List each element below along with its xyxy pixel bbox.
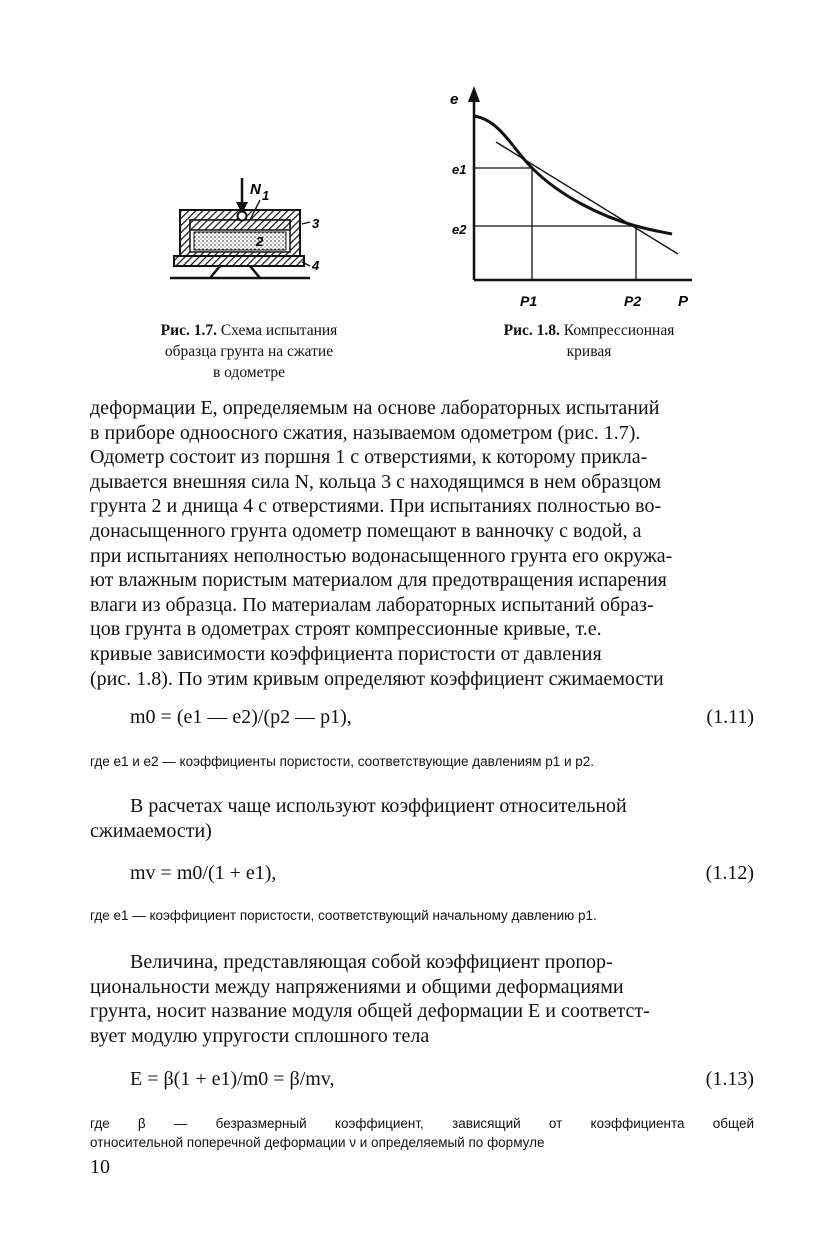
- soil-sample: [194, 232, 286, 250]
- figure-1-7-odometer-diagram: [170, 172, 330, 290]
- label-3: 3: [312, 216, 320, 231]
- text-line: кривые зависимости коэффициента пористости от давления: [90, 642, 602, 665]
- label-1: 1: [262, 188, 270, 203]
- equation-1-11: [90, 706, 754, 736]
- equation-1-13: [90, 1068, 754, 1098]
- text-line: деформации E, определяемым на основе лабораторных испытаний: [90, 397, 660, 419]
- text-line: грунта, носит название модуля общей деформации E и соответст-: [90, 1000, 650, 1023]
- text-line: сжимаемости): [90, 819, 212, 842]
- text-line: В расчетах чаще используют коэффициент относительной: [130, 795, 627, 817]
- page-number: 10: [90, 1156, 110, 1178]
- caption-prefix: Рис. 1.7.: [160, 322, 217, 339]
- tick-p2: P2: [624, 293, 642, 309]
- figure-1-7-caption: [120, 320, 378, 383]
- tick-e2: e2: [452, 222, 467, 237]
- caption-line: Схема испытания: [220, 322, 338, 339]
- caption-line: Компрессионная: [563, 322, 675, 339]
- text-line: в приборе одноосного сжатия, называемом одометром (рис. 1.7).: [90, 421, 641, 444]
- equation-1-11-note: где e1 и e2 — коэффициенты пористости, соответствующие давлениям p1 и p2.: [90, 754, 595, 769]
- secant-line: [496, 142, 678, 254]
- text-line: ют влажным пористым материалом для предотвращения испарения: [90, 569, 667, 592]
- equation-formula: m0 = (e1 — e2)/(p2 — p1),: [130, 706, 352, 728]
- text-line: вует модулю упругости сплошного тела: [90, 1024, 430, 1047]
- equation-1-12: [90, 862, 754, 892]
- caption-line: в одометре: [212, 364, 286, 381]
- caption-line: образца грунта на сжатие: [164, 343, 334, 360]
- label-force: N: [250, 181, 261, 198]
- label-2: 2: [256, 234, 264, 249]
- label-4: 4: [312, 258, 320, 273]
- equation-formula: mv = m0/(1 + e1),: [130, 862, 277, 884]
- odometer-piston: [190, 220, 290, 230]
- text-line: Величина, представляющая собой коэффициент пропор-: [130, 951, 613, 973]
- text-line: влаги из образца. По материалам лабораторных испытаний образ-: [90, 593, 654, 616]
- caption-line: кривая: [566, 343, 612, 360]
- tick-p1: P1: [520, 293, 538, 309]
- equation-formula: E = β(1 + e1)/m0 = β/mv,: [130, 1068, 335, 1090]
- text-line: (рис. 1.8). По этим кривым определяют коэффициент сжимаемости: [90, 667, 664, 690]
- tick-e1: e1: [452, 162, 467, 177]
- text-line: дывается внешняя сила N, кольца 3 с находящимся в нем образцом: [90, 470, 662, 493]
- equation-number: (1.12): [705, 862, 754, 884]
- note-line: относительной поперечной деформации ν и определяемый по формуле: [90, 1135, 545, 1150]
- paragraph-3: [90, 950, 754, 1048]
- equation-1-13-note: [90, 1114, 754, 1152]
- equation-number: (1.13): [705, 1068, 754, 1090]
- text-line: грунта 2 и днища 4 с отверстиями. При испытаниях полностью во-: [90, 495, 662, 518]
- text-line: цов грунта в одометрах строят компрессионные кривые, т.е.: [90, 618, 602, 641]
- figure-1-8-caption: [460, 320, 718, 362]
- odometer-bottom: [174, 256, 304, 266]
- caption-prefix: Рис. 1.8.: [503, 322, 560, 339]
- figure-1-8-compression-curve: [440, 84, 720, 316]
- text-line: при испытаниях неполностью водонасыщенного грунта его окружа-: [90, 544, 673, 567]
- equation-number: (1.11): [706, 706, 754, 728]
- y-axis-label: e: [450, 91, 459, 108]
- x-axis-label: P: [678, 293, 689, 310]
- paragraph-1: [90, 396, 754, 691]
- paragraph-2: [90, 794, 754, 843]
- equation-1-12-note: где e1 — коэффициент пористости, соответствующий начальному давлению p1.: [90, 908, 597, 923]
- text-line: донасыщенного грунта одометр помещают в ванночку с водой, а: [90, 519, 642, 542]
- note-line: где β — безразмерный коэффициент, зависящий от коэффициента общей: [90, 1116, 754, 1131]
- compression-curve-line: [474, 116, 672, 234]
- text-line: циональности между напряжениями и общими деформациями: [90, 975, 624, 998]
- text-line: Одометр состоит из поршня 1 с отверстиями, к которому прикла-: [90, 446, 648, 469]
